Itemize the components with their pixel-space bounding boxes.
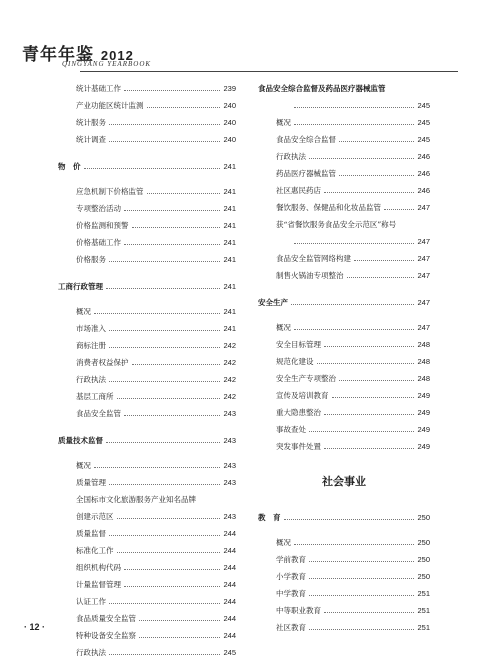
toc-entry-title: 统计调查 — [76, 135, 106, 144]
toc-entry-title: 食品安全综合监督 — [276, 135, 336, 144]
toc-page-number: 241 — [223, 187, 236, 196]
toc-entry-title: 专项整治活动 — [76, 204, 121, 213]
toc-entry-title: 概况 — [76, 307, 91, 316]
leader-dots — [309, 431, 414, 432]
toc-entry-title: 学前教育 — [276, 555, 306, 564]
toc-page-number: 243 — [223, 461, 236, 470]
toc-entry-title: 统计服务 — [76, 118, 106, 127]
logo-text: 青年年鉴 — [22, 45, 94, 65]
toc-entry — [258, 233, 430, 250]
leader-dots — [354, 260, 414, 261]
toc-entry — [58, 525, 236, 542]
leader-dots — [94, 313, 220, 314]
toc-entry — [58, 131, 236, 148]
toc-entry-title: 食品安全监管 — [76, 409, 121, 418]
leader-dots — [291, 304, 414, 305]
toc-entry — [258, 250, 430, 267]
toc-section-entry — [258, 509, 430, 526]
toc-entry-title: 组织机构代码 — [76, 563, 121, 572]
toc-entry — [258, 199, 430, 216]
leader-dots — [109, 535, 220, 536]
toc-entry — [58, 542, 236, 559]
toc-entry-title: 制售火锅油专项整治 — [276, 271, 344, 280]
toc-entry-title: 价格监测和预警 — [76, 221, 129, 230]
toc-page-number: 251 — [417, 589, 430, 598]
toc-entry — [258, 551, 430, 568]
toc-page-number: 248 — [417, 340, 430, 349]
toc-entry — [58, 474, 236, 491]
leader-dots — [109, 654, 220, 655]
toc-entry — [258, 387, 430, 404]
toc-entry-title: 重大隐患整治 — [276, 408, 321, 417]
toc-page-number: 240 — [223, 135, 236, 144]
toc-entry — [258, 336, 430, 353]
running-header — [22, 40, 458, 80]
toc-page-number: 244 — [223, 529, 236, 538]
toc-page-number: 245 — [417, 118, 430, 127]
toc-entry — [58, 371, 236, 388]
leader-dots — [124, 244, 220, 245]
toc-page-number: 241 — [223, 162, 236, 171]
leader-dots — [109, 603, 220, 604]
toc-entry-title: 概况 — [276, 538, 291, 547]
toc-entry-title: 行政执法 — [76, 648, 106, 657]
toc-page-number: 244 — [223, 614, 236, 623]
logo-year: 2012 — [100, 48, 134, 63]
toc-entry — [258, 131, 430, 148]
toc-entry-title: 概况 — [276, 323, 291, 332]
leader-dots — [109, 261, 220, 262]
toc-page-number: 241 — [223, 238, 236, 247]
toc-page-number: 241 — [223, 255, 236, 264]
toc-section-title: 食品安全综合监督及药品医疗器械监管 — [258, 84, 386, 93]
part-title: 社会事业 — [322, 475, 366, 488]
toc-entry-title: 质量管理 — [76, 478, 106, 487]
toc-entry — [58, 234, 236, 251]
toc-page-number: 250 — [417, 538, 430, 547]
toc-entry — [58, 576, 236, 593]
toc-page-number: 249 — [417, 408, 430, 417]
leader-dots — [109, 484, 220, 485]
toc-page-number: 244 — [223, 597, 236, 606]
toc-page-number: 249 — [417, 442, 430, 451]
toc-entry — [58, 457, 236, 474]
leader-dots — [109, 347, 220, 348]
toc-entry-title: 基层工商所 — [76, 392, 114, 401]
leader-dots — [294, 107, 414, 108]
toc-entry-title: 全国标市文化旅游服务产业知名品牌 — [76, 495, 196, 504]
toc-entry — [258, 319, 430, 336]
toc-entry — [58, 491, 236, 508]
toc-page-number: 242 — [223, 392, 236, 401]
toc-page-number: 248 — [417, 374, 430, 383]
leader-dots — [339, 380, 414, 381]
toc-entry — [58, 200, 236, 217]
toc-page-number: 244 — [223, 546, 236, 555]
toc-page-number: 241 — [223, 307, 236, 316]
toc-entry-title: 事故查处 — [276, 425, 306, 434]
toc-page-number: 247 — [417, 298, 430, 307]
toc-section-entry — [58, 432, 236, 449]
toc-page-number: 245 — [223, 648, 236, 657]
toc-entry-title: 应急机制下价格监管 — [76, 187, 144, 196]
toc-entry — [258, 114, 430, 131]
toc-page-number: 250 — [417, 513, 430, 522]
leader-dots — [294, 544, 414, 545]
leader-dots — [124, 90, 220, 91]
toc-entry-title: 社区教育 — [276, 623, 306, 632]
toc-entry-title: 特种设备安全监察 — [76, 631, 136, 640]
leader-dots — [94, 467, 220, 468]
leader-dots — [294, 243, 414, 244]
toc-entry-title: 行政执法 — [276, 152, 306, 161]
toc-entry — [58, 559, 236, 576]
leader-dots — [117, 518, 221, 519]
header-rule — [80, 71, 458, 72]
toc-page-number: 241 — [223, 282, 236, 291]
leader-dots — [124, 210, 220, 211]
leader-dots — [109, 141, 220, 142]
toc-page-number: 247 — [417, 323, 430, 332]
leader-dots — [324, 612, 414, 613]
toc-entry-title: 中学教育 — [276, 589, 306, 598]
toc-entry-title: 小学教育 — [276, 572, 306, 581]
toc-entry — [58, 593, 236, 610]
toc-entry-title: 规范化建设 — [276, 357, 314, 366]
toc-section-entry — [58, 278, 236, 295]
toc-page-number: 246 — [417, 152, 430, 161]
leader-dots — [139, 620, 220, 621]
toc-entry-title: 概况 — [76, 461, 91, 470]
toc-entry — [258, 585, 430, 602]
toc-entry — [58, 183, 236, 200]
toc-entry-title: 安全生产 — [258, 298, 288, 307]
toc-entry-title: 食品安全监管网络构建 — [276, 254, 351, 263]
leader-dots — [317, 363, 415, 364]
leader-dots — [347, 277, 415, 278]
toc-entry-title: 教 育 — [258, 513, 281, 522]
leader-dots — [109, 381, 220, 382]
page-number: · 12 · — [24, 622, 46, 632]
toc-page-number: 243 — [223, 436, 236, 445]
toc-entry-title: 安全目标管理 — [276, 340, 321, 349]
toc-entry — [58, 388, 236, 405]
toc-entry-title: 药品医疗器械监管 — [276, 169, 336, 178]
toc-page-number: 241 — [223, 221, 236, 230]
toc-entry — [258, 602, 430, 619]
leader-dots — [109, 124, 220, 125]
leader-dots — [324, 192, 414, 193]
toc-entry-title: 质量技术监督 — [58, 436, 103, 445]
toc-entry-title: 认证工作 — [76, 597, 106, 606]
toc-page-number: 246 — [417, 169, 430, 178]
toc-page-number: 249 — [417, 391, 430, 400]
toc-entry — [258, 438, 430, 455]
toc-page-number: 247 — [417, 237, 430, 246]
leader-dots — [106, 442, 220, 443]
toc-entry — [58, 97, 236, 114]
leader-dots — [84, 168, 221, 169]
toc-entry — [58, 80, 236, 97]
toc-entry — [58, 114, 236, 131]
toc-entry-title: 中等职业教育 — [276, 606, 321, 615]
leader-dots — [324, 414, 414, 415]
leader-dots — [124, 586, 220, 587]
toc-right-column — [258, 80, 430, 636]
toc-page-number: 247 — [417, 254, 430, 263]
leader-dots — [294, 329, 414, 330]
toc-page-number: 250 — [417, 555, 430, 564]
toc-entry-title: 质量监督 — [76, 529, 106, 538]
leader-dots — [147, 107, 221, 108]
leader-dots — [332, 397, 415, 398]
toc-entry-title: 概况 — [276, 118, 291, 127]
toc-page-number: 245 — [417, 101, 430, 110]
toc-entry — [258, 404, 430, 421]
toc-entry — [258, 165, 430, 182]
toc-entry — [58, 337, 236, 354]
toc-entry — [258, 148, 430, 165]
toc-page-number: 249 — [417, 425, 430, 434]
leader-dots — [132, 227, 221, 228]
leader-dots — [339, 175, 414, 176]
toc-section-entry — [58, 158, 236, 175]
toc-entry — [258, 619, 430, 636]
toc-entry — [58, 303, 236, 320]
toc-entry-title: 产业功能区统计监测 — [76, 101, 144, 110]
toc-page-number: 242 — [223, 358, 236, 367]
leader-dots — [309, 561, 414, 562]
leader-dots — [324, 448, 414, 449]
toc-page-number: 242 — [223, 341, 236, 350]
toc-page-number: 245 — [417, 135, 430, 144]
toc-entry-title: 突发事件处置 — [276, 442, 321, 451]
toc-entry — [258, 216, 430, 233]
toc-section-entry — [258, 294, 430, 311]
toc-entry-title: 消费者权益保护 — [76, 358, 129, 367]
toc-entry — [58, 627, 236, 644]
toc-entry-title: 食品质量安全监管 — [76, 614, 136, 623]
toc-entry — [258, 267, 430, 284]
toc-entry — [58, 405, 236, 422]
toc-page-number: 243 — [223, 512, 236, 521]
toc-entry — [58, 251, 236, 268]
toc-entry-title: 社区惠民药店 — [276, 186, 321, 195]
toc-entry — [258, 182, 430, 199]
toc-entry — [258, 568, 430, 585]
toc-entry-title: 计量监督管理 — [76, 580, 121, 589]
toc-entry-title: 商标注册 — [76, 341, 106, 350]
toc-entry — [258, 370, 430, 387]
toc-page-number: 243 — [223, 478, 236, 487]
leader-dots — [324, 346, 414, 347]
toc-entry-title: 宣传及培训教育 — [276, 391, 329, 400]
toc-page-number: 247 — [417, 271, 430, 280]
leader-dots — [117, 398, 221, 399]
leader-dots — [124, 415, 220, 416]
toc-entry-title: 获“省餐饮服务食品安全示范区”称号 — [276, 220, 397, 229]
toc-page-number: 244 — [223, 563, 236, 572]
toc-entry-title: 安全生产专项整治 — [276, 374, 336, 383]
toc-entry — [58, 610, 236, 627]
leader-dots — [309, 595, 414, 596]
toc-entry-title: 统计基础工作 — [76, 84, 121, 93]
toc-page-number: 240 — [223, 118, 236, 127]
toc-entry — [58, 508, 236, 525]
toc-entry-title: 市场准入 — [76, 324, 106, 333]
toc-entry-title: 餐饮服务、保健品和化妆品监管 — [276, 203, 381, 212]
leader-dots — [284, 519, 415, 520]
toc-entry-title: 创建示范区 — [76, 512, 114, 521]
leader-dots — [117, 552, 221, 553]
toc-page-number: 241 — [223, 204, 236, 213]
toc-page-number: 242 — [223, 375, 236, 384]
leader-dots — [339, 141, 414, 142]
leader-dots — [309, 158, 414, 159]
toc-entry — [258, 353, 430, 370]
toc-page-number: 247 — [417, 203, 430, 212]
toc-entry — [258, 534, 430, 551]
leader-dots — [132, 364, 221, 365]
leader-dots — [106, 288, 220, 289]
toc-entry — [258, 97, 430, 114]
toc-left-column — [58, 80, 236, 661]
leader-dots — [309, 578, 414, 579]
toc-entry — [58, 320, 236, 337]
leader-dots — [109, 330, 220, 331]
logo-subtitle: QINGYANG YEARBOOK — [62, 60, 152, 68]
leader-dots — [139, 637, 220, 638]
toc-page-number: 241 — [223, 324, 236, 333]
toc-page-number: 240 — [223, 101, 236, 110]
toc-entry-title: 标准化工作 — [76, 546, 114, 555]
leader-dots — [124, 569, 220, 570]
leader-dots — [309, 629, 414, 630]
toc-entry-title: 价格服务 — [76, 255, 106, 264]
toc-entry-title: 行政执法 — [76, 375, 106, 384]
toc-entry-title: 价格基础工作 — [76, 238, 121, 247]
toc-entry — [258, 421, 430, 438]
toc-entry-title: 物 价 — [58, 162, 81, 171]
toc-page-number: 248 — [417, 357, 430, 366]
toc-page-number: 246 — [417, 186, 430, 195]
toc-page-number: 243 — [223, 409, 236, 418]
leader-dots — [384, 209, 414, 210]
toc-page-number: 244 — [223, 631, 236, 640]
leader-dots — [294, 124, 414, 125]
toc-page-number: 251 — [417, 623, 430, 632]
toc-page-number: 239 — [223, 84, 236, 93]
toc-page-number: 251 — [417, 606, 430, 615]
toc-entry — [58, 644, 236, 661]
toc-entry — [58, 217, 236, 234]
toc-page-number: 244 — [223, 580, 236, 589]
toc-page-number: 250 — [417, 572, 430, 581]
toc-entry-title: 工商行政管理 — [58, 282, 103, 291]
toc-entry — [58, 354, 236, 371]
leader-dots — [147, 193, 221, 194]
